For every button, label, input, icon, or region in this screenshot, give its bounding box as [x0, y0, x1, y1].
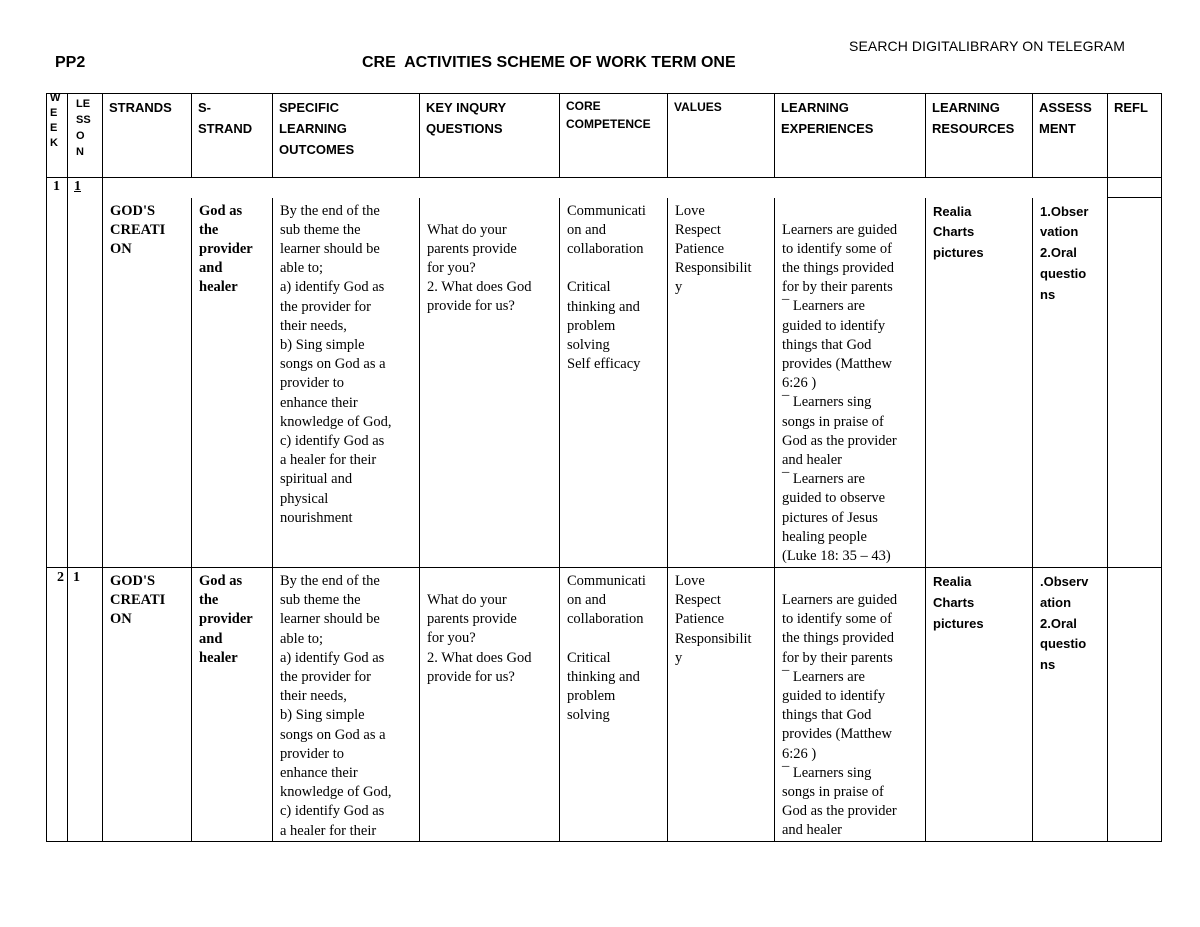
values-cell [668, 198, 775, 568]
competence-cell [560, 568, 668, 842]
col-header-core-competence: CORE COMPETENCE [560, 94, 668, 178]
watermark-text: SEARCH DIGITALIBRARY ON TELEGRAM [849, 38, 1126, 54]
col-header-lesson: LE SS O N [68, 94, 103, 178]
resources-cell [926, 198, 1033, 568]
table-row [47, 568, 1162, 842]
reflection-cell [1108, 198, 1162, 568]
questions-cell [420, 568, 560, 842]
col-header-values: VALUES [668, 94, 775, 178]
outcomes-cell [273, 198, 420, 568]
resources-cell [926, 568, 1033, 842]
experiences-cell [775, 568, 926, 842]
table-header-row [47, 94, 1162, 178]
values-text: Love Respect Patience Responsibilit y [675, 573, 752, 666]
sub-strand-text: God as the provider and healer [199, 202, 253, 296]
sub-strand-cell [192, 568, 273, 842]
col-header-strands: STRANDS [103, 94, 192, 178]
questions-text: What do your parents provide for you? 2. What does God provide for us? [427, 221, 532, 315]
resources-text: Realia Charts pictures [933, 574, 984, 631]
strand-text: GOD'S CREATI ON [110, 573, 166, 628]
experiences-cell [775, 198, 926, 568]
col-header-sub-strand: S- STRAND [192, 94, 273, 178]
col-header-assessment: ASSESS MENT [1033, 94, 1108, 178]
sub-strand-text: God as the provider and healer [199, 573, 253, 666]
col-header-learning-outcomes: SPECIFIC LEARNING OUTCOMES [273, 94, 420, 178]
class-label: PP2 [55, 54, 86, 71]
table-row [47, 178, 1162, 198]
lesson-number: 1 [68, 178, 103, 568]
table-row [47, 198, 1162, 568]
experiences-text: Learners are guided to identify some of the things provided for by their parents ¯ Learners are guided to identify things that God provides (Matthew 6:26 ) ¯ Learners sing songs in praise of God as the provider and healer [782, 592, 898, 839]
resources-text: Realia Charts pictures [933, 203, 984, 261]
reflection-text [1108, 568, 1161, 572]
assessment-text: 1.Obser vation 2.Oral questio ns [1040, 203, 1089, 302]
reflection-text [1108, 198, 1161, 202]
strand-text: GOD'S CREATI ON [110, 202, 166, 257]
col-header-reflection: REFL [1108, 94, 1162, 178]
outcomes-text: By the end of the sub theme the learner should be able to; a) identify God as the provider for their needs, b) Sing simple songs on God as a provider to enhance their knowledge of God, c) identify God as a healer for their spiritual and physical nourishment [280, 202, 392, 526]
competence-text: Communicati on and collaboration Critical thinking and problem solving [567, 573, 646, 724]
assessment-text: .Observ ation 2.Oral questio ns [1040, 574, 1089, 673]
outcomes-cell [273, 568, 420, 842]
strand-cell [103, 568, 192, 842]
reflection-cell [1108, 568, 1162, 842]
col-header-learning-experiences: LEARNING EXPERIENCES [775, 94, 926, 178]
week-cell [47, 568, 68, 842]
scheme-of-work-table [46, 93, 1162, 842]
week-number: 1 [47, 178, 68, 568]
competence-cell [560, 198, 668, 568]
document-title: CRE ACTIVITIES SCHEME OF WORK TERM ONE [362, 54, 736, 71]
questions-text: What do your parents provide for you? 2. What does God provide for us? [427, 592, 532, 685]
values-text: Love Respect Patience Responsibilit y [675, 202, 752, 296]
col-header-week: W E E K [47, 94, 68, 178]
col-header-learning-resources: LEARNING RESOURCES [926, 94, 1033, 178]
sub-strand-cell [192, 198, 273, 568]
questions-cell [420, 198, 560, 568]
lesson-cell [68, 568, 103, 842]
lesson-number: 1 [73, 570, 80, 585]
week-number: 2 [57, 570, 64, 585]
competence-text: Communicati on and collaboration Critical thinking and problem solving Self efficacy [567, 202, 646, 373]
col-header-key-questions: KEY INQURY QUESTIONS [420, 94, 560, 178]
values-cell [668, 568, 775, 842]
assessment-cell [1033, 198, 1108, 568]
assessment-cell [1033, 568, 1108, 842]
strand-cell [103, 198, 192, 568]
experiences-text: Learners are guided to identify some of the things provided for by their parents ¯ Learners are guided to identify things that God provides (Matthew 6:26 ) ¯ Learners sing songs in praise of God as the provider and healer ¯ Learners are guided to observe pictures of Jesus healing people (Luke 18: 35 – 43) [782, 221, 898, 564]
outcomes-text: By the end of the sub theme the learner should be able to; a) identify God as the provider for their needs, b) Sing simple songs on God as a provider to enhance their knowledge of God, c) identify God as a healer for their [280, 573, 392, 839]
